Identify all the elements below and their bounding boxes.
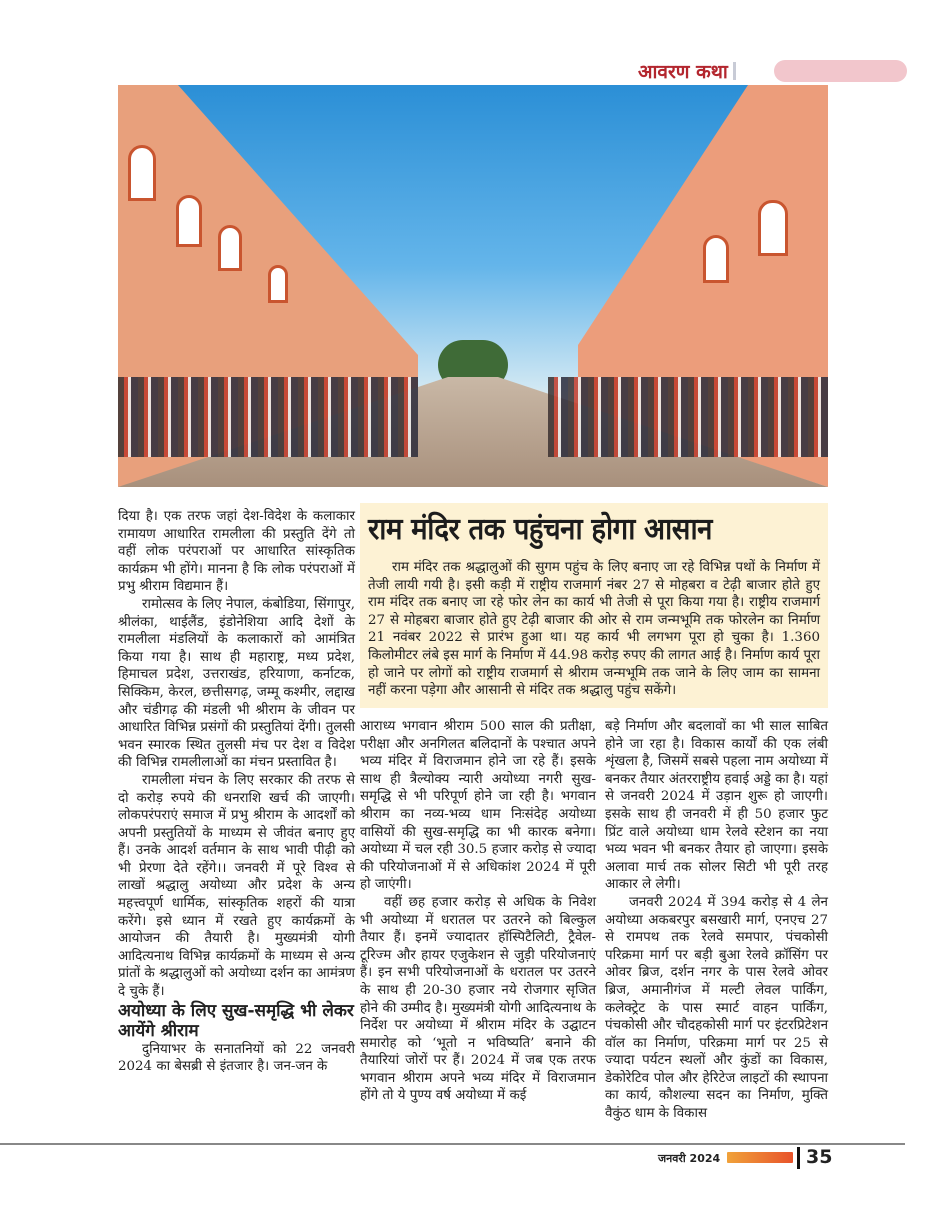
paragraph: जनवरी 2024 में 394 करोड़ से 4 लेन अयोध्या अकबरपुर बसखारी मार्ग, एनएच 27 से रामपथ तक रेलवे समपार, पंचकोसी परिक्रमा मार्ग पर बड़ी बुआ रेलवे क्रॉसिंग पर ओवर ब्रिज, दर्शन नगर के पास रेलवे ओवर ब्रिज, अमानीगंज में मल्टी लेवल पार्किंग, कलेक्ट्रेट के पास स्मार्ट वाहन पार्किंग, पंचकोसी और चौदहकोसी मार्ग पर इंटरप्रिटेशन वॉल का निर्माण, परिक्रमा मार्ग पर 25 से ज्यादा पर्यटन स्थलों और कुंडों का विकास, डेकोरेटिव पोल और हेरिटेज लाइटों की स्थापना का कार्य, कौशल्या सदन का निर्माण, मुक्ति वैकुंठ धाम के विकास (605, 894, 828, 1122)
subheading: अयोध्या के लिए सुख-समृद्धि भी लेकर आयेंगे श्रीराम (118, 1000, 354, 1041)
section-label: आवरण कथा (638, 61, 728, 83)
paragraph: आराध्य भगवान श्रीराम 500 साल की प्रतीक्षा, परीक्षा और अनगिलत बलिदानों के पश्चात अपने भव्य मंदिर में विराजमान होने जा रहे हैं। इसके साथ ही त्रैल्योक्य न्यारी अयोध्या नगरी सुख-समृद्धि से भी परिपूर्ण होने जा रही है। भगवान श्रीराम का नव्य-भव्य धाम निःसंदेह अयोध्या वासियों की सुख-समृद्धि का भी कारक बनेगा। अयोध्या में चल रही 30.5 हजार करोड़ से ज्यादा की परियोजनाओं में से अधिकांश 2024 में पूरी हो जाएंगी। (360, 719, 596, 893)
cover-photo-street (118, 85, 828, 487)
box-body: राम मंदिर तक श्रद्धालुओं की सुगम पहुंच के लिए बनाए जा रहे विभिन्न पथों के निर्माण में तेजी लायी गयी है। इसी कड़ी में राष्ट्रीय राजमार्ग नंबर 27 से मोहबरा व टेढ़ी बाजार होते हुए राम मंदिर तक बनाए जा रहे फोर लेन का कार्य भी तेजी से पूरा किया गया है। राष्ट्रीय राजमार्ग 27 से मोहबरा बाजार होते हुए टेढ़ी बाजार की ओर से राम जन्मभूमि तक फोरलेन का निर्माण 21 नवंबर 2022 से प्रारंभ हुआ था। यह कार्य भी लगभग पूरा हो चुका है। 1.360 किलोमीटर लंबे इस मार्ग के निर्माण में 44.98 करोड़ रुपए की लागत आई है। निर्माण कार्य पूरा हो जाने पर लोगों को राष्ट्रीय राजमार्ग से श्रीराम जन्मभूमि तक जाने के लिए जाम का सामना नहीं करना पड़ेगा और आसानी से मंदिर तक श्रद्धालु पहुंच सकेंगे। (368, 560, 820, 699)
article-column-2 (360, 718, 596, 1105)
page-number: 35 (806, 1146, 833, 1168)
photo-crowd-right (548, 377, 828, 457)
footer-date: जनवरी 2024 (658, 1152, 721, 1165)
paragraph: दुनियाभर के सनातनियों को 22 जनवरी 2024 का बेसब्री से इंतजार है। जन-जन के (118, 1041, 355, 1075)
footer-divider (797, 1147, 800, 1169)
highlight-box (360, 503, 828, 708)
paragraph: रामोत्सव के लिए नेपाल, कंबोडिया, सिंगापुर, श्रीलंका, थाईलैंड, इंडोनेशिया आदि देशों के रामलीला मंडलियों के कलाकारों को आमंत्रित किया गया है। साथ ही महाराष्ट्र, मध्य प्रदेश, हिमाचल प्रदेश, उत्तराखंड, हरियाणा, कर्नाटक, सिक्किम, केरल, छत्तीसगढ़, जम्मू कश्मीर, लद्दाख और चंडीगढ़ की मंडली भी श्रीराम के जीवन पर आधारित विभिन्न प्रसंगों की प्रस्तुतियां देंगी। तुलसी भवन स्मारक स्थित तुलसी मंच पर देश व विदेश की विभिन्न रामलीलाओं का मंचन प्रस्तावित है। (118, 596, 355, 771)
article-column-3 (605, 718, 828, 1123)
photo-window (176, 195, 202, 247)
decorative-pill (774, 60, 907, 82)
photo-window (218, 225, 242, 271)
paragraph: रामलीला मंचन के लिए सरकार की तरफ से दो करोड़ रुपये की धनराशि खर्च की जाएगी। लोकपरंपराएं समाज में प्रभु श्रीराम के आदर्शों को अपनी प्रस्तुतियों के माध्यम से जीवंत बनाए हुए हैं। उनके आदर्श वर्तमान के साथ भावी पीढ़ी को भी प्रेरणा देते रहेंगे।। जनवरी में पूरे विश्व से लाखों श्रद्धालु अयोध्या और प्रदेश के अन्य महत्त्वपूर्ण धार्मिक, सांस्कृतिक शहरों की यात्रा करेंगे। इसे ध्यान में रखते हुए कार्यक्रमों के आयोजन की तैयारी है। मुख्यमंत्री योगी आदित्यनाथ विभिन्न कार्यक्रमों के माध्यम से अन्य प्रांतों के श्रद्धालुओं को अयोध्या दर्शन का आमंत्रण दे चुके हैं। (118, 772, 355, 1000)
photo-crowd-left (118, 377, 418, 457)
paragraph: वहीं छह हजार करोड़ से अधिक के निवेश भी अयोध्या में धरातल पर उतरने को बिल्कुल तैयार हैं। इनमें ज्यादातर हॉस्पिटैलिटी, ट्रैवेल-टूरिज्म और हायर एजुकेशन से जुड़ी परियोजनाएं हैं। इन सभी परियोजनाओं के धरातल पर उतरने के साथ ही 20-30 हजार नये रोजगार सृजित होने की उम्मीद है। मुख्यमंत्री योगी आदित्यनाथ के निर्देश पर अयोध्या में श्रीराम मंदिर के उद्घाटन समारोह को ‘भूतो न भविष्यति’ बनाने की तैयारियां जोरों पर हैं। 2024 में जब एक तरफ भगवान श्रीराम अपने भव्य मंदिर में विराजमान होंगे तो ये पुण्य वर्ष अयोध्या में कई (360, 894, 596, 1104)
magazine-logo (727, 1152, 793, 1163)
box-title: राम मंदिर तक पहुंचना होगा आसान (368, 512, 713, 547)
paragraph: बड़े निर्माण और बदलावों का भी साल साबित होने जा रहा है। विकास कार्यों की एक लंबी शृंखला है, जिसमें सबसे पहला नाम अयोध्या में बनकर तैयार अंतरराष्ट्रीय हवाई अड्डे का है। यहां से जनवरी 2024 में उड़ान शुरू हो जाएगी। इसके साथ ही जनवरी में ही 50 हजार फुट प्रिंट वाले अयोध्या धाम रेलवे स्टेशन का नया भव्य भवन भी बनकर तैयार हो जाएगा। इसके अलावा मार्च तक सोलर सिटी भी पूरी तरह आकार ले लेगी। (605, 719, 828, 893)
photo-window (268, 265, 288, 303)
paragraph: दिया है। एक तरफ जहां देश-विदेश के कलाकार रामायण आधारित रामलीला की प्रस्तुति देंगे तो वहीं लोक परंपराओं पर आधारित सांस्कृतिक कार्यक्रम भी होंगे। मानना है कि लोक परंपराओं में प्रभु श्रीराम विद्यमान हैं। (118, 509, 355, 595)
photo-window (758, 200, 788, 256)
photo-window (128, 145, 156, 201)
section-divider (733, 62, 736, 80)
article-column-1 (118, 508, 355, 1076)
footer-rule (0, 1143, 905, 1145)
photo-window (703, 235, 729, 283)
